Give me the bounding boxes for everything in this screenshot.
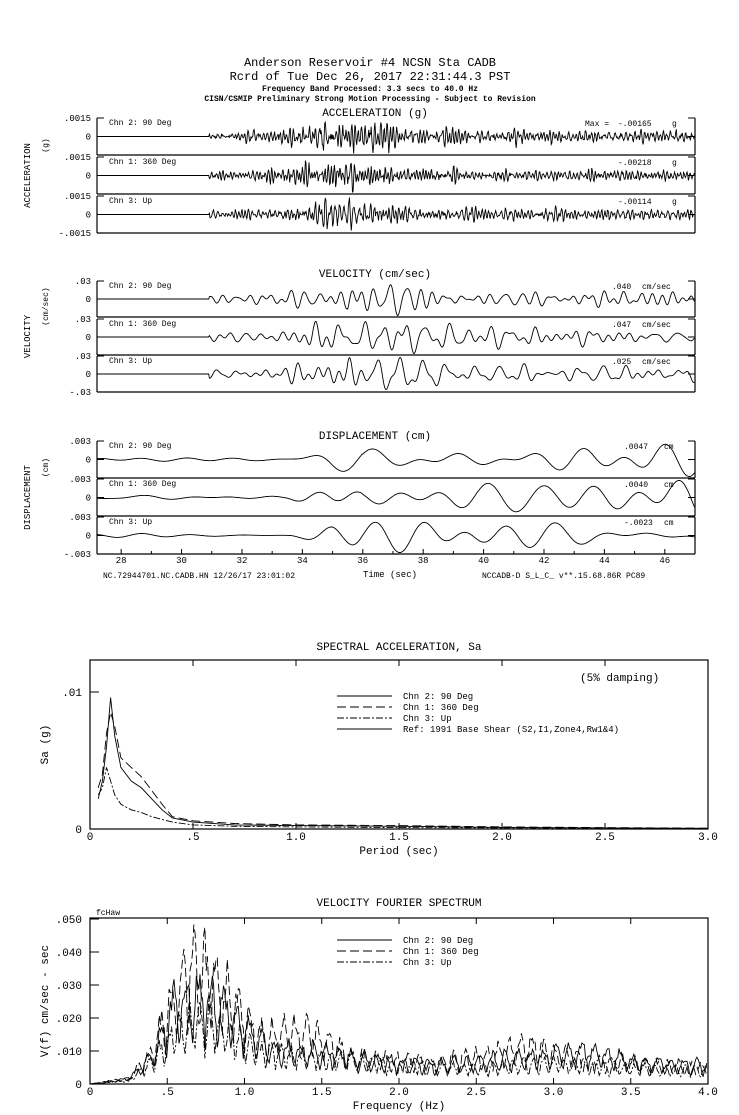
x-tick-label: 4.0 <box>698 1087 718 1099</box>
displacement-ylabel: DISPLACEMENT <box>23 465 33 530</box>
x-tick-label: .5 <box>186 832 200 844</box>
channel-label: Chn 3: Up <box>109 518 153 527</box>
y-tick-label: 0 <box>85 531 91 542</box>
x-tick-label: 42 <box>538 556 550 566</box>
displacement-panel <box>23 431 695 560</box>
sa-curve-3 <box>98 767 708 828</box>
corner-label: fcHaw <box>96 909 121 918</box>
y-tick-label: .003 <box>69 475 91 485</box>
max-unit: cm <box>664 519 674 528</box>
legend-label: Chn 2: 90 Deg <box>403 936 474 946</box>
max-unit: cm <box>664 481 674 490</box>
acceleration-yunit: (g) <box>42 138 51 153</box>
velocity-ylabel: VELOCITY <box>23 314 33 359</box>
trace-frame <box>97 441 695 478</box>
y-tick-label: 0 <box>85 333 91 343</box>
x-tick-label: 1.0 <box>286 832 306 844</box>
x-tick-label: 2.0 <box>389 1087 409 1099</box>
x-tick-label: 46 <box>659 556 671 566</box>
trace-box <box>59 192 695 239</box>
legend-label: Chn 1: 360 Deg <box>403 703 479 713</box>
trace-box <box>69 352 695 398</box>
max-value: -.00114 <box>618 198 652 207</box>
legend-label: Chn 3: Up <box>403 958 452 968</box>
trace-frame <box>97 517 695 554</box>
channel-label: Chn 2: 90 Deg <box>109 442 172 451</box>
y-tick-label: .0015 <box>63 153 91 163</box>
legend-label: Ref: 1991 Base Shear (S2,I1,Zone4,Rw1&4) <box>403 725 620 735</box>
x-tick-label: 2.5 <box>595 832 615 844</box>
trace-velocity-2 <box>97 321 694 353</box>
max-unit: cm/sec <box>642 283 671 292</box>
channel-label: Chn 2: 90 Deg <box>109 119 172 128</box>
fourier-curve-3 <box>90 1001 707 1084</box>
x-tick-label: 30 <box>176 556 187 566</box>
y-tick-label: 0 <box>75 825 82 837</box>
max-value: .0047 <box>624 443 649 452</box>
y-tick-label: -.003 <box>63 550 91 560</box>
y-tick-label: .003 <box>69 437 91 447</box>
y-tick-label: .040 <box>55 948 82 960</box>
y-tick-label: .03 <box>74 352 91 362</box>
time-axis-label: Time (sec) <box>362 570 418 580</box>
y-tick-label: 0 <box>75 1080 82 1092</box>
footer-left: NC.72944701.NC.CADB.HN 12/26/17 23:01:02 <box>103 572 296 581</box>
displacement-title: DISPLACEMENT (cm) <box>318 431 432 443</box>
frequency-band: Frequency Band Processed: 3.3 secs to 40.0 Hz <box>261 85 479 94</box>
spectral-acceleration-chart <box>40 642 718 858</box>
x-tick-label: 34 <box>296 556 308 566</box>
y-tick-label: -.03 <box>69 388 91 398</box>
velocity-panel <box>23 269 695 398</box>
max-value: .025 <box>612 358 632 367</box>
x-tick-label: 2.5 <box>466 1087 487 1099</box>
record-time: Rcrd of Tue Dec 26, 2017 22:31:44.3 PST <box>229 70 511 84</box>
x-tick-label: 1.0 <box>234 1087 255 1099</box>
trace-box <box>75 315 695 355</box>
plot-frame <box>90 660 708 829</box>
y-tick-label: .010 <box>55 1047 82 1059</box>
trace-displacement-1 <box>97 444 694 476</box>
x-tick-label: 0 <box>86 832 94 844</box>
displacement-yunit: (cm) <box>42 457 51 478</box>
channel-label: Chn 1: 360 Deg <box>109 158 177 167</box>
y-tick-label: 0 <box>85 493 91 504</box>
trace-velocity-1 <box>97 285 694 316</box>
y-tick-label: .0015 <box>63 114 91 124</box>
legend-label: Chn 3: Up <box>403 714 452 724</box>
y-tick-label: 0 <box>85 171 91 182</box>
max-unit: g <box>672 120 677 129</box>
spectral-acceleration-title: SPECTRAL ACCELERATION, Sa <box>316 642 482 654</box>
trace-acceleration-2 <box>97 161 694 193</box>
x-tick-label: 28 <box>115 556 127 566</box>
channel-label: Chn 3: Up <box>109 197 153 206</box>
x-axis-label: Frequency (Hz) <box>352 1101 446 1113</box>
trace-box <box>64 114 695 155</box>
y-tick-label: .020 <box>55 1014 82 1026</box>
processing-note: CISN/CSMIP Preliminary Strong Motion Processing - Subject to Revision <box>204 95 536 104</box>
max-unit: cm/sec <box>642 321 671 330</box>
trace-box <box>75 277 695 317</box>
acceleration-title: ACCELERATION (g) <box>322 108 428 120</box>
header <box>204 56 535 104</box>
x-tick-label: 36 <box>357 556 369 566</box>
x-tick-label: 38 <box>417 556 429 566</box>
y-tick-label: .030 <box>55 981 82 993</box>
max-value: -.00165 <box>618 120 652 129</box>
fourier-spectrum-title: VELOCITY FOURIER SPECTRUM <box>316 898 482 910</box>
x-tick-label: 40 <box>478 556 489 566</box>
trace-acceleration-3 <box>97 198 694 231</box>
x-tick-label: 3.5 <box>620 1087 641 1099</box>
max-value: .040 <box>612 283 632 292</box>
max-unit: cm <box>664 443 674 452</box>
trace-box <box>64 513 695 560</box>
footer-right: NCCADB-D S_L_C_ v**.15.68.86R PC89 <box>482 572 646 581</box>
channel-label: Chn 1: 360 Deg <box>109 320 177 329</box>
trace-displacement-3 <box>97 522 694 552</box>
max-value: -.0023 <box>624 519 653 528</box>
legend-label: Chn 2: 90 Deg <box>403 692 474 702</box>
channel-label: Chn 1: 360 Deg <box>109 480 177 489</box>
channel-label: Chn 2: 90 Deg <box>109 282 172 291</box>
x-axis-label: Period (sec) <box>359 846 439 858</box>
damping-note: (5% damping) <box>580 673 660 685</box>
velocity-yunit: (cm/sec) <box>42 287 51 326</box>
x-tick-label: 44 <box>598 556 610 566</box>
y-tick-label: 0 <box>85 370 91 380</box>
station-title: Anderson Reservoir #4 NCSN Sta CADB <box>243 56 497 70</box>
fourier-curve-1 <box>90 974 707 1084</box>
y-tick-label: .03 <box>74 277 91 287</box>
velocity-title: VELOCITY (cm/sec) <box>318 269 432 281</box>
max-unit: g <box>672 159 677 168</box>
max-value: .047 <box>612 321 632 330</box>
trace-box <box>69 475 695 516</box>
max-prefix: Max = <box>585 120 610 129</box>
acceleration-panel <box>23 108 695 239</box>
trace-box <box>64 153 695 194</box>
y-tick-label: 0 <box>85 455 91 466</box>
fourier-spectrum-chart <box>40 898 718 1113</box>
max-value: .0040 <box>624 481 649 490</box>
y-tick-label: .0015 <box>63 192 91 202</box>
acceleration-ylabel: ACCELERATION <box>23 143 33 208</box>
channel-label: Chn 3: Up <box>109 357 153 366</box>
x-tick-label: 3.0 <box>543 1087 564 1099</box>
y-tick-label: -.0015 <box>58 229 91 239</box>
y-tick-label: .050 <box>55 915 82 927</box>
x-tick-label: 1.5 <box>311 1087 332 1099</box>
trace-displacement-2 <box>97 481 694 512</box>
y-tick-label: 0 <box>85 132 91 143</box>
y-tick-label: .01 <box>62 688 82 700</box>
max-value: -.00218 <box>618 159 652 168</box>
y-tick-label: .03 <box>74 315 91 325</box>
x-tick-label: .5 <box>160 1087 174 1099</box>
trace-box <box>69 437 695 478</box>
x-tick-label: 2.0 <box>492 832 512 844</box>
y-tick-label: 0 <box>85 210 91 221</box>
y-axis-label: Sa (g) <box>40 724 52 765</box>
max-unit: cm/sec <box>642 358 671 367</box>
y-axis-label: V(f) cm/sec - sec <box>40 944 52 1058</box>
x-tick-label: 1.5 <box>389 832 409 844</box>
x-tick-label: 0 <box>86 1087 94 1099</box>
x-tick-label: 32 <box>236 556 248 566</box>
x-tick-label: 3.0 <box>698 832 718 844</box>
legend-label: Chn 1: 360 Deg <box>403 947 479 957</box>
y-tick-label: 0 <box>85 295 91 305</box>
max-unit: g <box>672 198 677 207</box>
trace-velocity-3 <box>97 357 694 389</box>
y-tick-label: .003 <box>69 513 91 523</box>
